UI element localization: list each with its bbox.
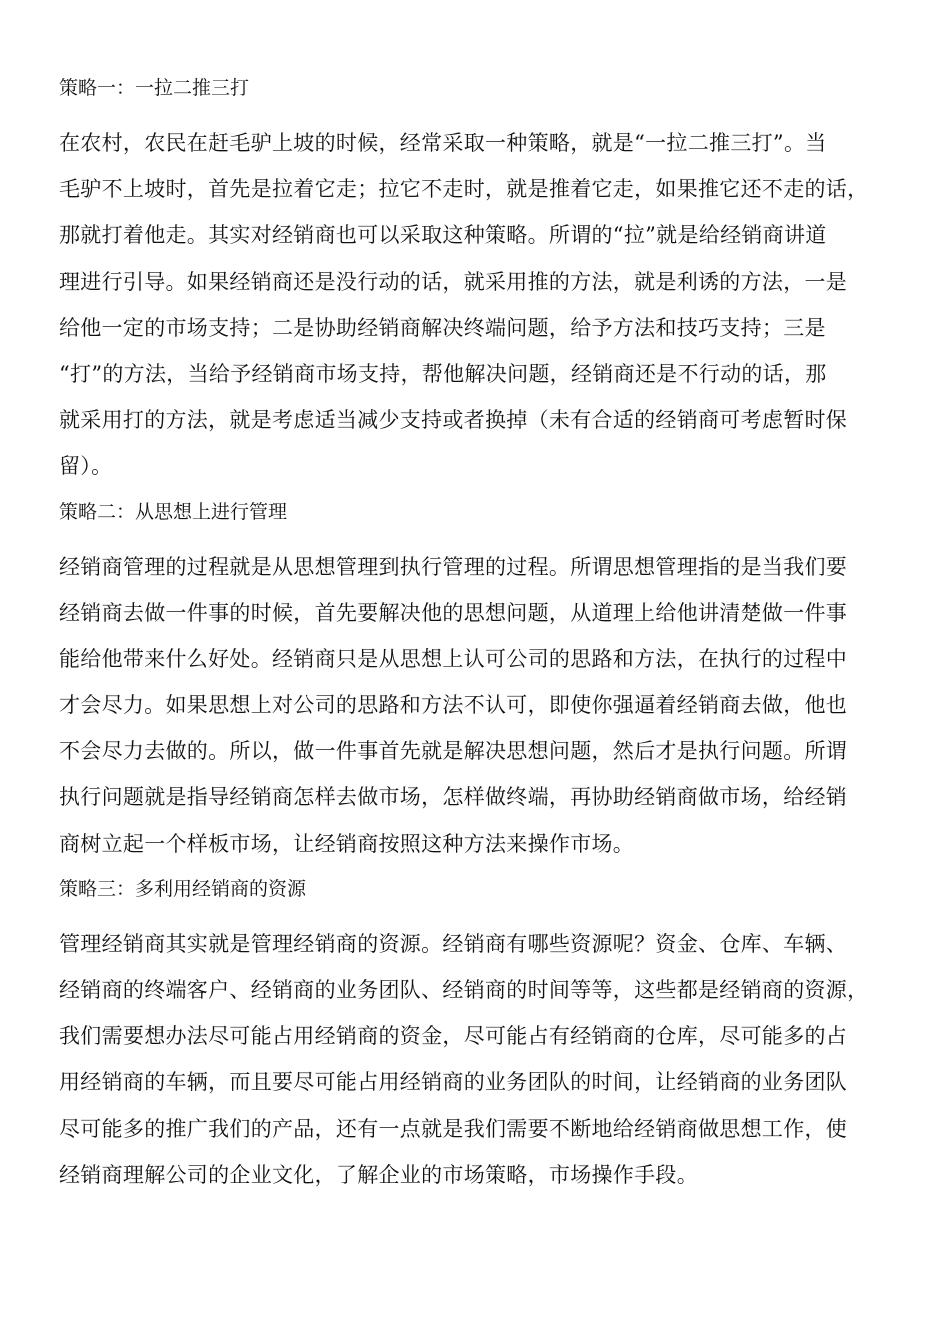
paragraph-line: 在农村，农民在赶毛驴上坡的时候，经常采取一种策略，就是“一拉二推三打”。当 [59,131,827,155]
strategy-section-3 [59,871,911,1198]
section-paragraph [59,120,911,490]
paragraph-line: 用经销商的车辆，而且要尽可能占用经销商的业务团队的时间，让经销商的业务团队 [59,1070,848,1095]
paragraph-line: 尽可能多的推广我们的产品，还有一点就是我们需要不断地给经销商做思想工作，使 [59,1116,848,1141]
section-paragraph [59,544,911,867]
paragraph-line: 经销商理解公司的企业文化，了解企业的市场策略，市场操作手段。 [59,1162,698,1187]
paragraph-line: 就采用打的方法，就是考虑适当减少支持或者换掉（未有合适的经销商可考虑暂时保 [59,408,848,433]
paragraph-line: 才会尽力。如果思想上对公司的思路和方法不认可，即使你强逼着经销商去做，他也 [59,693,848,718]
paragraph-line: 经销商的终端客户、经销商的业务团队、经销商的时间等等，这些都是经销商的资源， [59,978,869,1002]
paragraph-line: 经销商管理的过程就是从思想管理到执行管理的过程。所谓思想管理指的是当我们要 [59,554,848,579]
paragraph-line: 能给他带来什么好处。经销商只是从思想上认可公司的思路和方法，在执行的过程中 [59,646,848,671]
paragraph-line: 商树立起一个样板市场，让经销商按照这种方法来操作市场。 [59,831,635,856]
section-heading: 策略二：从思想上进行管理 [59,500,288,523]
paragraph-line: 理进行引导。如果经销商还是没行动的话，就采用推的方法，就是利诱的方法，一是 [59,269,848,294]
paragraph-line: 执行问题就是指导经销商怎样去做市场，怎样做终端，再协助经销商做市场，给经销 [59,785,848,810]
paragraph-line: 我们需要想办法尽可能占用经销商的资金，尽可能占有经销商的仓库，尽可能多的占 [59,1024,848,1049]
paragraph-line: “打”的方法，当给予经销商市场支持，帮他解决问题，经销商还是不行动的话，那 [59,361,827,386]
paragraph-line: 留）。 [59,454,113,479]
paragraph-line: 管理经销商其实就是管理经销商的资源。经销商有哪些资源呢？资金、仓库、车辆、 [59,931,848,956]
section-heading: 策略一：一拉二推三打 [59,77,250,99]
paragraph-line: 那就打着他走。其实对经销商也可以采取这种策略。所谓的“拉”就是给经销商讲道 [59,223,827,248]
strategy-section-1 [59,70,911,490]
section-paragraph [59,921,911,1198]
paragraph-line: 经销商去做一件事的时候，首先要解决他的思想问题，从道理上给他讲清楚做一件事 [59,600,848,625]
document-page [59,70,911,1202]
paragraph-line: 不会尽力去做的。所以，做一件事首先就是解决思想问题，然后才是执行问题。所谓 [59,739,848,764]
paragraph-line: 给他一定的市场支持；二是协助经销商解决终端问题，给予方法和技巧支持；三是 [59,315,826,340]
strategy-section-2 [59,494,911,867]
section-heading: 策略三：多利用经销商的资源 [59,877,307,900]
paragraph-line: 毛驴不上坡时，首先是拉着它走；拉它不走时，就是推着它走，如果推它还不走的话， [59,177,869,202]
